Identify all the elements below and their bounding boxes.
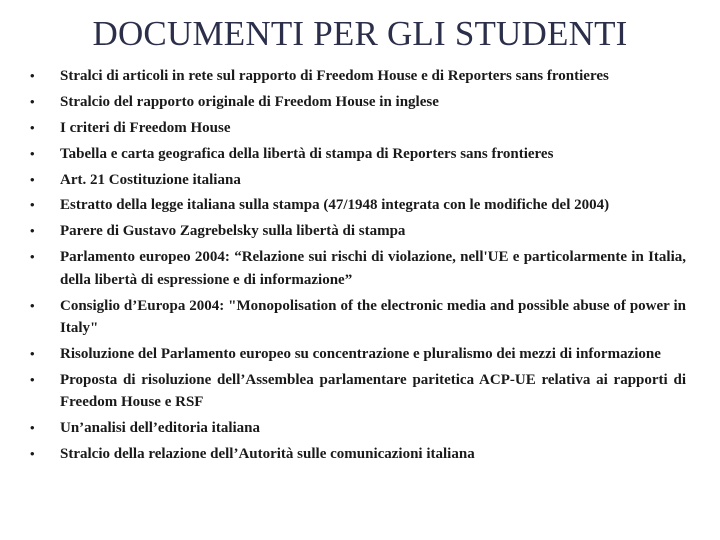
list-item-text: Stralci di articoli in rete sul rapporto di Freedom House e di Reporters sans frontieres	[60, 68, 609, 84]
list-item-text: Consiglio d’Europa 2004: "Monopolisation of the electronic media and possible abuse of power in Italy"	[60, 297, 686, 337]
list-item-text: Stralcio della relazione dell’Autorità sulle comunicazioni italiana	[60, 446, 475, 463]
bullet-icon: •	[30, 346, 35, 362]
bullet-icon: •	[30, 446, 35, 462]
list-item	[30, 369, 686, 414]
list-item	[30, 65, 686, 88]
list-item-text: Estratto della legge italiana sulla stampa (47/1948 integrata con le modifiche del 2004)	[60, 197, 610, 214]
bullet-icon: •	[30, 297, 35, 313]
slide-title: DOCUMENTI PER GLI STUDENTI	[92, 14, 628, 53]
list-item	[30, 246, 686, 291]
list-item	[30, 295, 686, 340]
bullet-icon: •	[30, 249, 35, 265]
bullet-icon: •	[30, 371, 35, 387]
bullet-icon: •	[30, 197, 35, 213]
list-item	[30, 143, 686, 166]
list-item-text: Stralcio del rapporto originale di Freedom House in inglese	[60, 93, 439, 110]
list-item-text: Parere di Gustavo Zagrebelsky sulla libertà di stampa	[60, 223, 406, 240]
list-item	[30, 169, 686, 192]
list-item	[30, 194, 686, 217]
bullet-icon: •	[30, 93, 35, 109]
list-item-text: Risoluzione del Parlamento europeo su concentrazione e pluralismo dei mezzi di informazione	[60, 346, 661, 363]
list-item-text: Art. 21 Costituzione italiana	[60, 171, 241, 188]
bullet-icon: •	[30, 145, 35, 161]
bullet-icon: •	[30, 119, 35, 135]
list-item-text: Proposta di risoluzione dell’Assemblea parlamentare paritetica ACP-UE relativa ai rapporti di Freedom House e RSF	[60, 371, 686, 411]
list-item-text: I criteri di Freedom House	[60, 119, 231, 136]
list-item	[30, 343, 686, 366]
bullet-icon: •	[30, 420, 35, 436]
list-item-text: Parlamento europeo 2004: “Relazione sui rischi di violazione, nell'UE e particolarmente in Italia, della libertà di espressione e di informazione”	[60, 249, 686, 288]
bullet-icon: •	[30, 68, 35, 83]
list-item	[30, 91, 686, 114]
list-item	[30, 417, 686, 440]
list-item	[30, 117, 686, 140]
bullet-icon: •	[30, 223, 35, 239]
list-item	[30, 220, 686, 243]
list-item-text: Tabella e carta geografica della libertà di stampa di Reporters sans frontieres	[60, 145, 554, 162]
list-item	[30, 443, 686, 466]
bullet-icon: •	[30, 171, 35, 187]
document-list	[30, 65, 686, 469]
list-item-text: Un’analisi dell’editoria italiana	[60, 420, 261, 437]
